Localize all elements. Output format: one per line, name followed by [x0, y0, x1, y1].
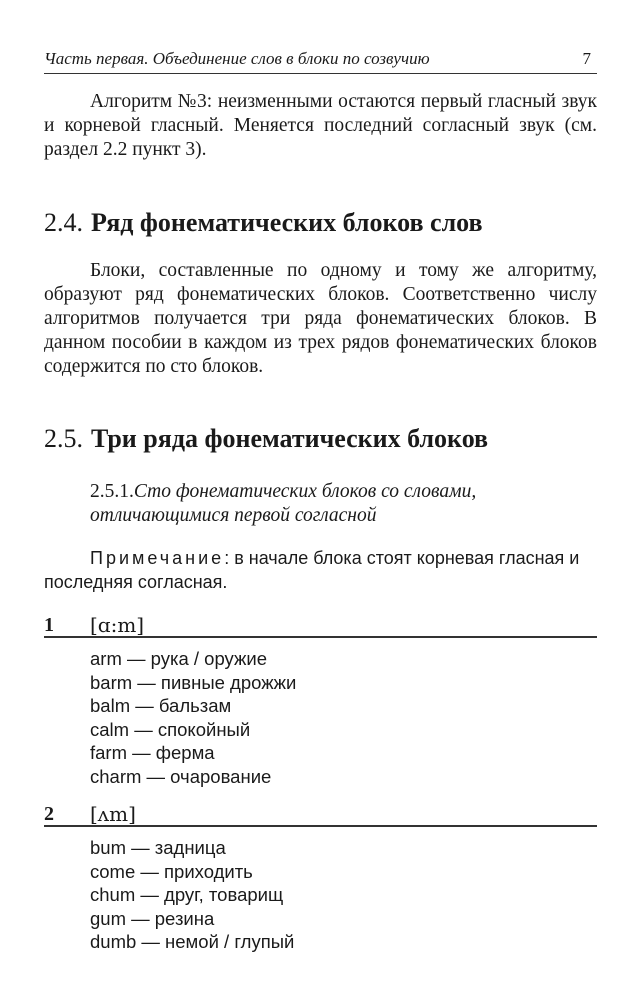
- block-header: [44, 803, 597, 827]
- note: [44, 546, 597, 594]
- list-item: barm — пивные дрожжи: [90, 671, 297, 693]
- block-header: [44, 614, 597, 638]
- page-number: 7: [582, 49, 591, 68]
- word-list: [90, 836, 590, 954]
- section-2-5-title: Три ряда фонематических блоков: [91, 424, 489, 453]
- section-2-4-number: 2.4.: [44, 208, 83, 237]
- section-2-5-heading: [44, 423, 597, 455]
- running-head: [44, 48, 597, 74]
- list-item: chum — друг, товарищ: [90, 884, 284, 905]
- block-number: 1: [44, 614, 54, 636]
- word-list: [90, 647, 590, 788]
- list-item: come — приходить: [90, 860, 253, 882]
- section-2-4-heading: [44, 207, 597, 239]
- note-text: : в начале блока стоят корневая гласная и последняя согласная.: [44, 548, 580, 592]
- list-item: farm — ферма: [90, 742, 215, 763]
- list-item: balm — бальзам: [90, 695, 232, 716]
- note-lead: Примечание: [90, 548, 225, 568]
- section-2-5-number: 2.5.: [44, 424, 83, 453]
- list-item: bum — задница: [90, 837, 226, 858]
- list-item: dumb — немой / глупый: [90, 931, 295, 952]
- list-item: arm — рука / оружие: [90, 648, 268, 669]
- list-item: charm — очарование: [90, 765, 272, 787]
- block-transcription: [ʌm]: [90, 802, 136, 826]
- list-item: calm — спокойный: [90, 718, 251, 740]
- running-head-title: Часть первая. Объединение слов в блоки по созвучию: [44, 49, 430, 68]
- subsection-2-5-1: [90, 480, 590, 528]
- intro-paragraph-text: Алгоритм №3: неизменными остаются первый гласный звук и корневой гласный. Меняется последний согласный звук (см. раздел 2.2 пункт 3).: [44, 91, 597, 160]
- section-2-4-paragraph: [44, 259, 597, 379]
- subsection-title: Сто фонематических блоков со словами, отличающимися первой согласной: [90, 481, 477, 526]
- block-transcription: [ɑ:m]: [90, 613, 145, 637]
- list-item: gum — резина: [90, 907, 215, 929]
- subsection-number: 2.5.1.: [90, 481, 134, 502]
- block-number: 2: [44, 803, 54, 825]
- section-2-4-paragraph-text: Блоки, составленные по одному и тому же алгоритму, образуют ряд фонематических блоков. Соответственно числу алгоритмов получается три ряда фонематических блоков. В данном пособии в каждом из трех рядов фонематических блоков содержится по сто блоков.: [44, 260, 597, 377]
- intro-paragraph: [44, 90, 597, 162]
- section-2-4-title: Ряд фонематических блоков слов: [91, 208, 483, 237]
